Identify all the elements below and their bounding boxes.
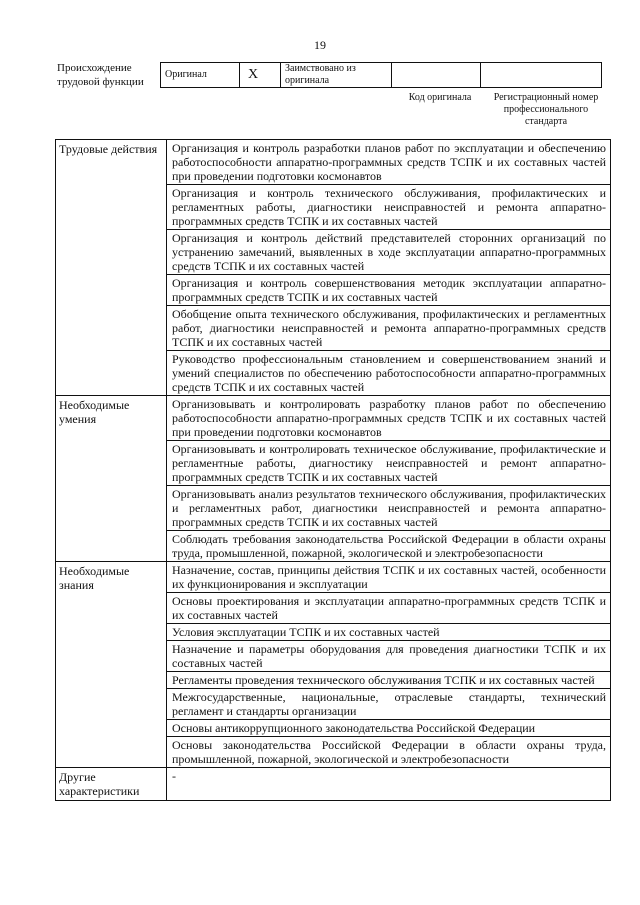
table-row: [56, 396, 611, 441]
section-title: Необходимые умения: [56, 396, 167, 562]
section-item: Организовывать анализ результатов технического обслуживания, профилактических и регламентных работ, диагностики неисправностей и ремонта аппаратно-программных средств ТСПК и их составных частей: [167, 486, 611, 531]
section-item: Межгосударственные, национальные, отраслевые стандарты, технический регламент и стандарты организации: [167, 689, 611, 720]
section-item: Назначение и параметры оборудования для проведения диагностики ТСПК и их составных частей: [167, 641, 611, 672]
reg-number-cell: [481, 63, 602, 88]
section-title: Необходимые знания: [56, 562, 167, 768]
code-caption: Код оригинала: [408, 92, 472, 103]
section-item: Регламенты проведения технического обслуживания ТСПК и их составных частей: [167, 672, 611, 689]
section-item: -: [167, 768, 611, 801]
section-item: Основы законодательства Российской Федерации в области охраны труда, промышленной, пожарной, экологической и электробезопасности: [167, 737, 611, 768]
table-row: [56, 562, 611, 593]
original-mark: X: [240, 63, 281, 88]
section-item: Назначение, состав, принципы действия ТСПК и их составных частей, особенности их функционирования и эксплуатации: [167, 562, 611, 593]
section-title: Другие характеристики: [56, 768, 167, 801]
table-row: [56, 768, 611, 801]
section-item: Основы антикоррупционного законодательства Российской Федерации: [167, 720, 611, 737]
section-item: Организация и контроль технического обслуживания, профилактических и регламентных работы, диагностики неисправностей и ремонта аппаратно-программных средств ТСПК и их составных частей: [167, 185, 611, 230]
origin-table: [160, 62, 602, 88]
page-number: 19: [314, 38, 326, 52]
function-table: [55, 139, 611, 801]
section-item: Соблюдать требования законодательства Российской Федерации в области охраны труда, промышленной, пожарной, экологической и электробезопасности: [167, 531, 611, 562]
section-item: Руководство профессиональным становлением и совершенствованием знаний и умений специалистов по обеспечению работоспособности аппаратно-программных средств ТСПК и их составных частей: [167, 351, 611, 396]
section-title: Трудовые действия: [56, 140, 167, 396]
section-item: Основы проектирования и эксплуатации аппаратно-программных средств ТСПК и их составных частей: [167, 593, 611, 624]
section-item: Организация и контроль действий представителей сторонних организаций по устранению замечаний, выявленных в ходе эксплуатации аппаратно-программных средств ТСПК и их составных частей: [167, 230, 611, 275]
original-label: Оригинал: [161, 63, 240, 88]
reg-number-caption: Регистрационный номер профессионального стандарта: [493, 92, 599, 127]
section-item: Обобщение опыта технического обслуживания, профилактических и регламентных работ, диагностики неисправностей и ремонта аппаратно-программных средств ТСПК и их составных частей: [167, 306, 611, 351]
code-cell: [392, 63, 481, 88]
table-row: [56, 140, 611, 185]
section-item: Организовывать и контролировать техническое обслуживание, профилактические и регламентные работы, диагностику неисправностей и ремонт аппаратно-программных средств ТСПК и их составных частей: [167, 441, 611, 486]
section-item: Организация и контроль совершенствования методик эксплуатации аппаратно-программных средств ТСПК и их составных частей: [167, 275, 611, 306]
section-item: Организовывать и контролировать разработку планов работ по обеспечению работоспособности аппаратно-программных средств ТСПК и их составных частей при проведении подготовки космонавтов: [167, 396, 611, 441]
borrowed-label: Заимствовано из оригинала: [281, 63, 392, 88]
section-item: Организация и контроль разработки планов работ по эксплуатации и обеспечению работоспособности аппаратно-программных средств ТСПК и их составных частей при проведении подготовки космонавтов: [167, 140, 611, 185]
origin-label: Происхождение трудовой функции: [57, 62, 144, 88]
section-item: Условия эксплуатации ТСПК и их составных частей: [167, 624, 611, 641]
